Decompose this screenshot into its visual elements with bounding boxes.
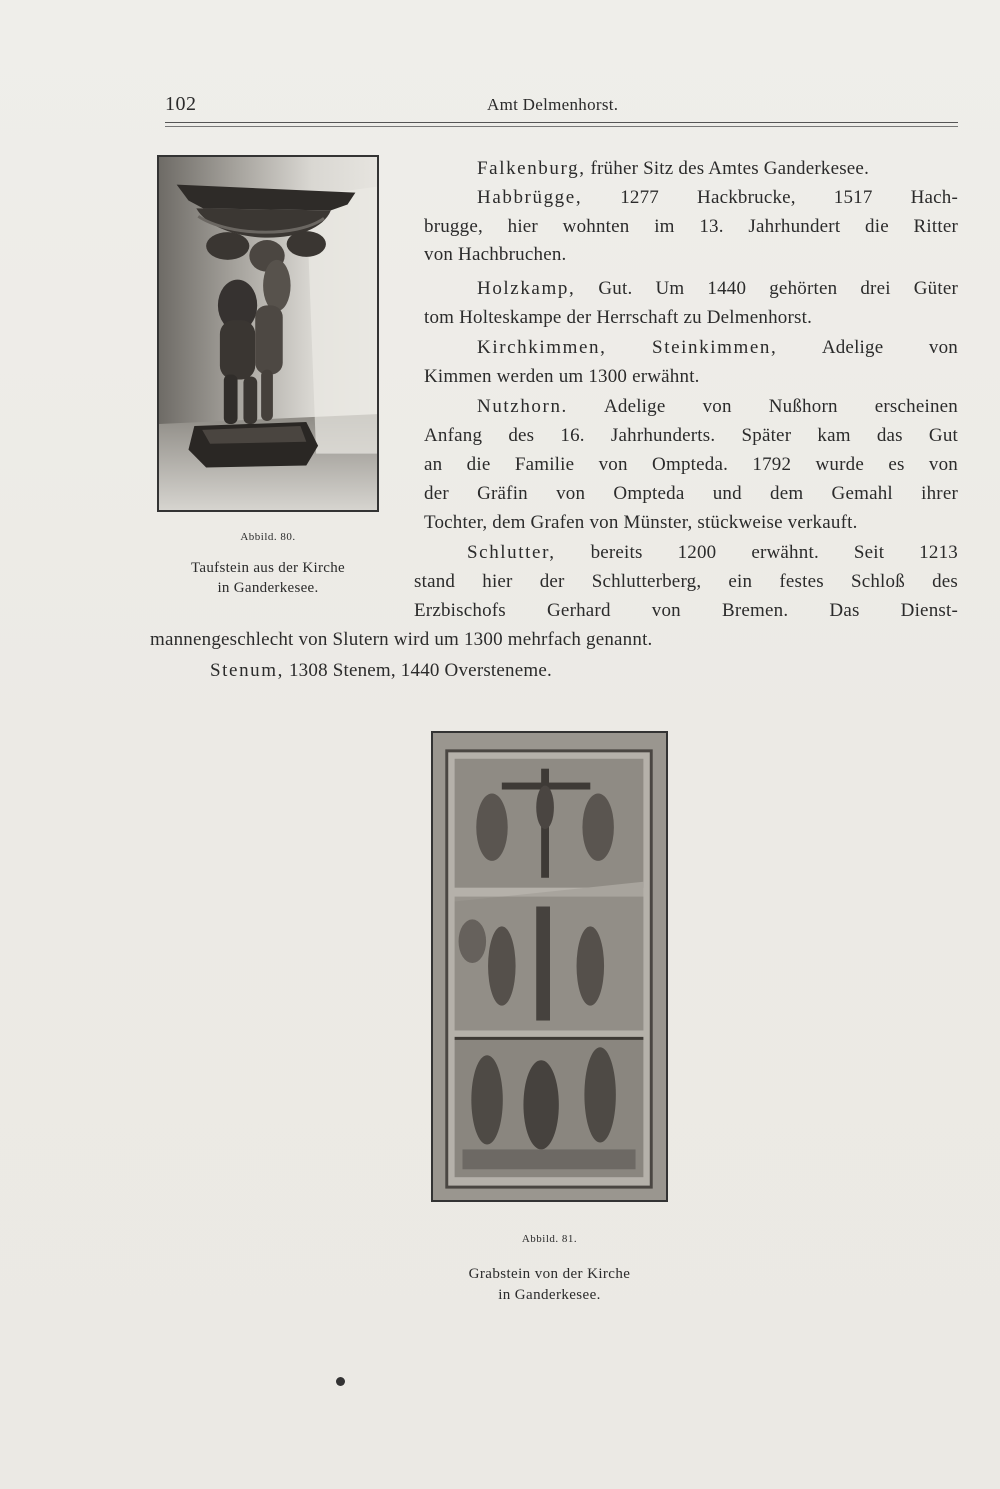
figure-81-caption-line: Grabstein von der Kirche — [468, 1266, 631, 1282]
place-name-schlutter: Schlutter, — [467, 542, 556, 563]
place-name-nutzhorn: Nutzhorn. — [477, 396, 568, 417]
paragraph-holzkamp-line: tom Holteskampe der Herrschaft zu Delmenhorst. — [424, 307, 813, 328]
figure-80-baptismal-font-photo — [157, 155, 379, 512]
paragraph-schlutter-line: mannengeschlecht von Slutern wird um 1300 mehrfach genannt. — [150, 629, 653, 650]
paragraph-habbruegge-line: brugge, hier wohnten im 13. Jahrhundert die Ritter — [424, 216, 958, 237]
figure-80-caption-line: Taufstein aus der Kirche — [190, 560, 345, 576]
place-name-stenum: Stenum, — [210, 660, 285, 681]
place-name-holzkamp: Holzkamp, — [477, 278, 576, 299]
paragraph-stenum-line: Stenum, 1308 Stenem, 1440 Oversteneme. — [210, 660, 552, 681]
paragraph-habbruegge-line: von Hachbruchen. — [424, 244, 567, 265]
figure-81-gravestone-photo — [431, 731, 668, 1202]
paragraph-habbruegge-line: Habbrügge, 1277 Hackbrucke, 1517 Hach- — [477, 187, 958, 208]
gravestone-photo-illustration — [433, 733, 666, 1200]
paragraph-holzkamp-line: Holzkamp, Gut. Um 1440 gehörten drei Güter — [477, 278, 958, 299]
place-name-kirchkimmen: Kirchkimmen, — [477, 337, 607, 358]
place-name-falkenburg: Falkenburg, — [477, 158, 586, 179]
running-head: Amt Delmenhorst. — [487, 95, 619, 114]
paragraph-falkenburg-line: Falkenburg, früher Sitz des Amtes Ganderkesee. — [477, 158, 870, 179]
figure-81-caption — [411, 1264, 688, 1306]
paragraph-kirchkimmen-line: Kimmen werden um 1300 erwähnt. — [424, 366, 700, 387]
font-photo-illustration — [159, 157, 377, 510]
paragraph-kirchkimmen-line: Kirchkimmen, Steinkimmen, Adelige von — [477, 337, 958, 358]
figure-81-label: Abbild. 81. — [521, 1233, 578, 1245]
header-rule-bottom — [165, 126, 958, 127]
figure-80-label: Abbild. 80. — [240, 531, 296, 543]
paragraph-nutzhorn-line: Nutzhorn. Adelige von Nußhorn erscheinen — [477, 396, 958, 417]
paragraph-nutzhorn-line: der Gräfin von Ompteda und dem Gemahl ihrer — [424, 483, 958, 504]
paragraph-schlutter-line: stand hier der Schlutterberg, ein festes Schloß des — [414, 571, 958, 592]
paragraph-schlutter-line: Schlutter, bereits 1200 erwähnt. Seit 1213 — [467, 542, 958, 563]
figure-81-caption-line: in Ganderkesee. — [498, 1287, 601, 1303]
paragraph-nutzhorn-line: Anfang des 16. Jahrhunderts. Später kam das Gut — [424, 425, 958, 446]
ink-spot — [336, 1377, 345, 1386]
page-number: 102 — [165, 93, 197, 115]
figure-80-caption-line: in Ganderkesee. — [217, 580, 319, 596]
header-rule-top — [165, 122, 958, 123]
place-name-steinkimmen: Steinkimmen, — [652, 337, 778, 358]
paragraph-nutzhorn-line: an die Familie von Ompteda. 1792 wurde es von — [424, 454, 958, 475]
paragraph-schlutter-line: Erzbischofs Gerhard von Bremen. Das Dienst- — [414, 600, 958, 621]
paragraph-nutzhorn-line: Tochter, dem Grafen von Münster, stückweise verkauft. — [424, 512, 858, 533]
figure-80-caption — [147, 558, 389, 598]
place-name-habbruegge: Habbrügge, — [477, 187, 583, 208]
